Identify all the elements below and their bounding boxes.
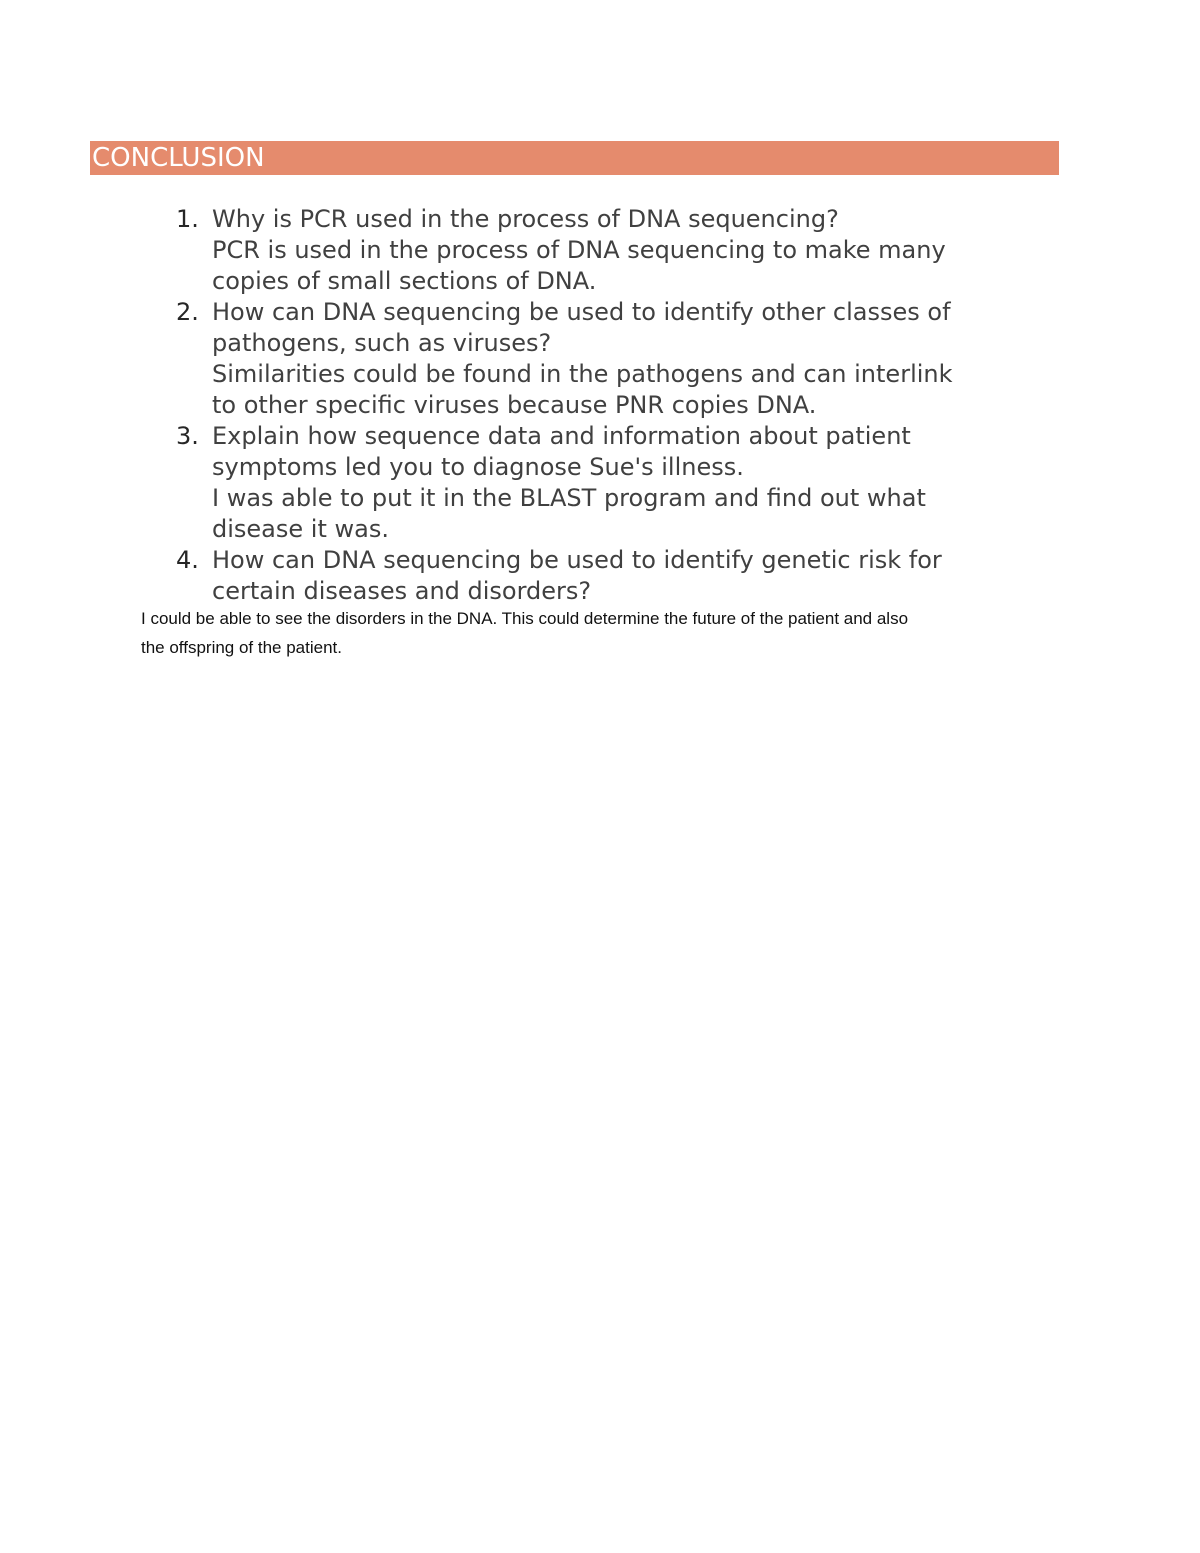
question-list: [176, 204, 1046, 607]
question-text: Why is PCR used in the process of DNA sequencing?: [212, 205, 839, 233]
question-text: How can DNA sequencing be used to identify other classes of pathogens, such as viruses?: [212, 298, 951, 357]
question-item-4: [176, 545, 1046, 607]
question-number: 2.: [176, 298, 199, 326]
answer-text: I was able to put it in the BLAST program and find out what disease it was.: [212, 484, 926, 543]
question-text: Explain how sequence data and information about patient symptoms led you to diagnose Sue's illness.: [212, 422, 911, 481]
question-item-3: [176, 421, 1046, 545]
answer-text: Similarities could be found in the pathogens and can interlink to other specific viruses because PNR copies DNA.: [212, 360, 953, 419]
question-number: 4.: [176, 546, 199, 574]
question-number: 1.: [176, 205, 199, 233]
answer-text: PCR is used in the process of DNA sequencing to make many copies of small sections of DNA.: [212, 236, 946, 295]
question-text: How can DNA sequencing be used to identify genetic risk for certain diseases and disorders?: [212, 546, 942, 605]
question-number: 3.: [176, 422, 199, 450]
section-title: CONCLUSION: [92, 143, 265, 173]
conclusion-header-bar: [90, 141, 1059, 175]
question-item-2: [176, 297, 1046, 421]
question-item-1: [176, 204, 1046, 297]
final-answer-paragraph: I could be able to see the disorders in the DNA. This could determine the future of the patient and also the offspring of the patient.: [141, 609, 909, 657]
